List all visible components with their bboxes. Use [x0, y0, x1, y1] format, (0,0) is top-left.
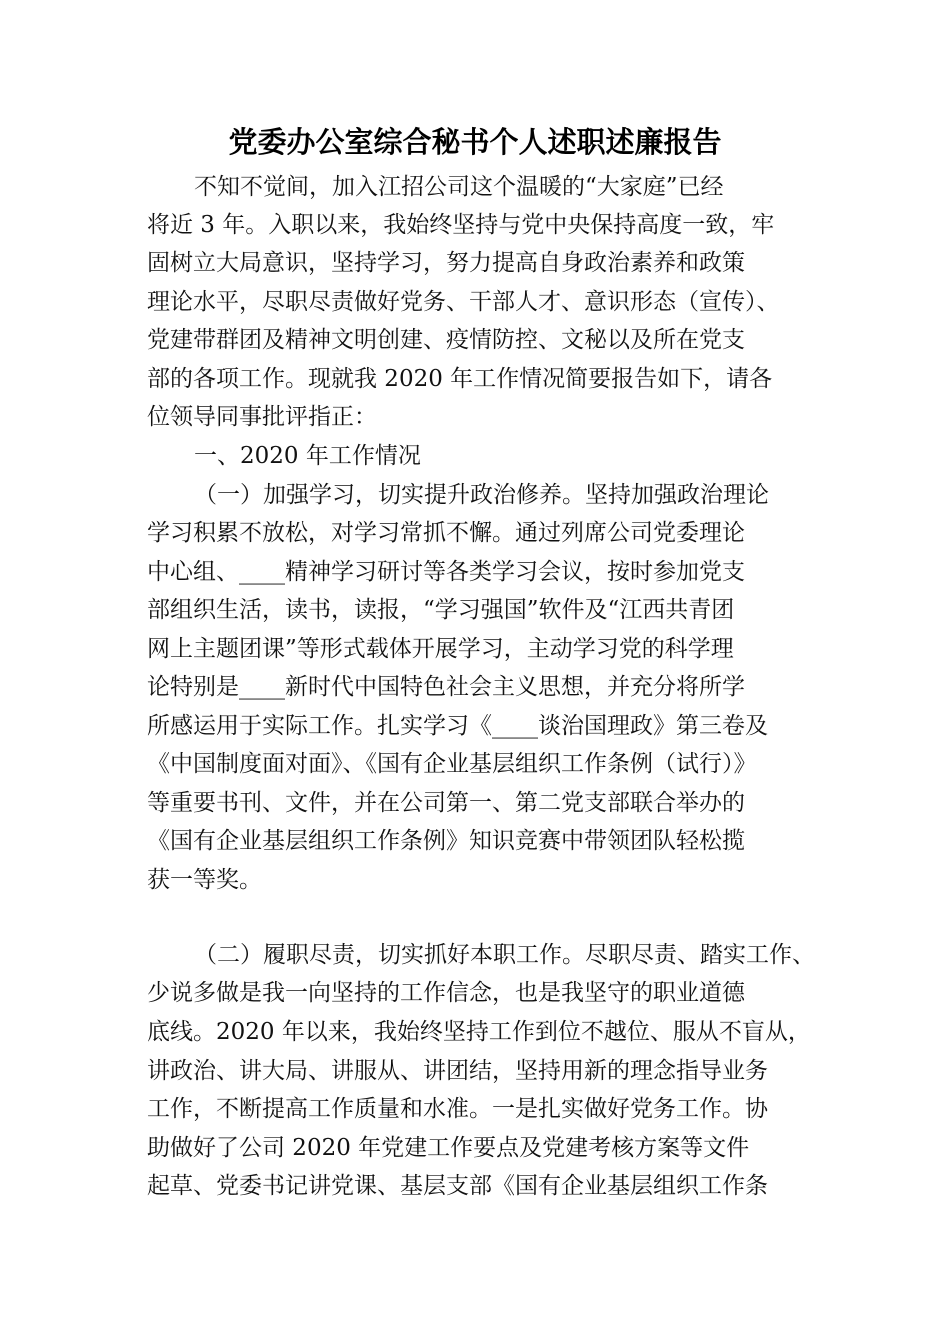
paragraph-line: 少说多做是我一向坚持的工作信念，也是我坚守的职业道德 [147, 980, 745, 1006]
document-title: 党委办公室综合秘书个人述职述廉报告 [228, 125, 722, 159]
paragraph-line: 中心组、____精神学习研讨等各类学习会议，按时参加党支 [147, 559, 745, 585]
paragraph-line: 位领导同事批评指正： [147, 404, 377, 430]
paragraph-line: 讲政治、讲大局、讲服从、讲团结，坚持用新的理念指导业务 [147, 1058, 768, 1084]
paragraph-line: 《中国制度面对面》、《国有企业基层组织工作条例（试行）》 [147, 751, 757, 777]
paragraph-line: 学习积累不放松，对学习常抓不懈。通过列席公司党委理论 [147, 520, 745, 546]
paragraph-line: 起草、党委书记讲党课、基层支部《国有企业基层组织工作条 [147, 1173, 768, 1199]
paragraph-line: 工作，不断提高工作质量和水准。一是扎实做好党务工作。协 [147, 1096, 768, 1122]
paragraph-line: 部组织生活，读书，读报，“学习强国”软件及“江西共青团 [147, 597, 735, 623]
section-heading: 一、2020 年工作情况 [194, 443, 421, 469]
paragraph-line: 部的各项工作。现就我 2020 年工作情况简要报告如下，请各 [147, 366, 773, 392]
paragraph-line: 将近 3 年。入职以来，我始终坚持与党中央保持高度一致，牢 [147, 212, 775, 238]
paragraph-line: 理论水平，尽职尽责做好党务、干部人才、意识形态（宣传）、 [147, 289, 780, 315]
paragraph-line: 不知不觉间，加入江招公司这个温暖的“大家庭”已经 [194, 174, 724, 200]
paragraph-line: 底线。2020 年以来，我始终坚持工作到位不越位、服从不盲从， [147, 1019, 811, 1045]
paragraph-line: 固树立大局意识，坚持学习，努力提高自身政治素养和政策 [147, 250, 745, 276]
paragraph-line: 党建带群团及精神文明创建、疫情防控、文秘以及所在党支 [147, 327, 745, 353]
paragraph-line: （二）履职尽责，切实抓好本职工作。尽职尽责、踏实工作、 [194, 942, 815, 968]
paragraph-line: 获一等奖。 [147, 867, 262, 893]
paragraph-line: 《国有企业基层组织工作条例》知识竞赛中带领团队轻松揽 [147, 828, 745, 854]
paragraph-line: 助做好了公司 2020 年党建工作要点及党建考核方案等文件 [147, 1135, 750, 1161]
paragraph-line: 网上主题团课”等形式载体开展学习，主动学习党的科学理 [147, 636, 734, 662]
paragraph-line: 等重要书刊、文件，并在公司第一、第二党支部联合举办的 [147, 790, 745, 816]
paragraph-line: 所感运用于实际工作。扎实学习《____谈治国理政》第三卷及 [147, 713, 768, 739]
paragraph-line: 论特别是____新时代中国特色社会主义思想，并充分将所学 [147, 674, 745, 700]
paragraph-line: （一）加强学习，切实提升政治修养。坚持加强政治理论 [194, 482, 769, 508]
